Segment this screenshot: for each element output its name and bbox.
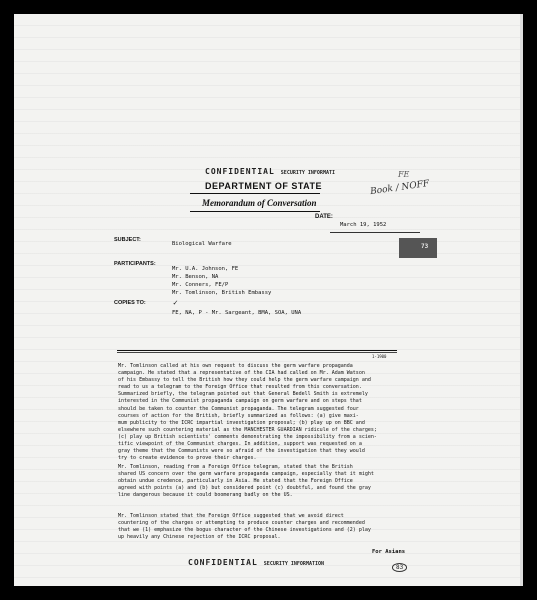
page-edge <box>520 14 523 586</box>
page-number: 83 <box>392 563 407 572</box>
body-paragraph: Mr. Tomlinson stated that the Foreign Office suggested that we avoid direct countering of the charges or attempting to produce counter charges and recommended that we (1) emphasize the bogus character of the Chinese investigations and (2) play up heavily any Chinese rejection of the ICRC proposal. <box>118 513 371 541</box>
page-marker: 1-1900 <box>372 354 387 359</box>
date-label: DATE: <box>315 214 333 220</box>
department-name: DEPARTMENT OF STATE <box>205 181 322 191</box>
copies-to-value: FE, NA, P - Mr. Sargeant, BMA, SOA, UNA <box>172 310 302 316</box>
date-value: March 19, 1952 <box>340 222 387 228</box>
classification-header: CONFIDENTIAL SECURITY INFORMATI <box>205 167 335 176</box>
classification-footer: CONFIDENTIAL SECURITY INFORMATION <box>188 558 325 567</box>
copies-to-label: COPIES TO: <box>114 300 146 306</box>
participant-item: Mr. Conners, FE/P <box>172 282 229 288</box>
check-mark: ✓ <box>173 298 178 307</box>
section-rule-double <box>117 352 397 353</box>
handwritten-note: Book / NOFF <box>369 178 430 198</box>
participant-item: Mr. Benson, NA <box>172 274 219 280</box>
handwritten-initials: FE <box>398 170 410 179</box>
subject-value: Biological Warfare <box>172 241 232 247</box>
date-underline <box>330 232 420 233</box>
participant-item: Mr. Tomlinson, British Embassy <box>172 290 272 296</box>
section-rule <box>117 350 397 351</box>
redaction-block <box>399 238 437 258</box>
participants-label: PARTICIPANTS: <box>114 261 156 267</box>
body-paragraph: Mr. Tomlinson, reading from a Foreign Office telegram, stated that the British shared US concern over the germ warfare propaganda campaign, especially that it might obtain undue credence, particularly in Asia. He stated that the Foreign Office agreed with points (a) and (b) but considered point (c) doubtful, and found the gray line dangerous because it could boomerang badly on the US. <box>118 464 374 499</box>
redaction-number: 73 <box>421 243 429 250</box>
document-page <box>14 14 523 586</box>
header-rule-lower <box>190 211 320 212</box>
body-paragraph: Mr. Tomlinson called at his own request to discuss the germ warfare propaganda campaign. He stated that a representative of the CIA had called on Mr. Adam Watson of his Embassy to tell the British how they could help the germ warfare campaign and read to us a telegram to the Foreign Office that resulted from this conversation. Summarized briefly, the telegram pointed out that General Bedell Smith is extremely interested in the Communist propaganda campaign on germ warfare and on steps that should be taken to counter the Communist propaganda. The telegram suggested four courses of action for the British, briefly summarized as follows: (a) give maxi- mum publicity to the ICRC impartial investigation proposal; (b) play up on BBC and elsewhere such countering material as the MANCHESTER GUARDIAN ridicule of the charges; (c) play up British scientists' comments demonstrating the impossibility from a scien- tific viewpoint of the Communist charges. In addition, support was requested on a gray theme that the Communists were so afraid of the investigation that they would try to create evidence to prove their charges. <box>118 363 377 462</box>
form-title: Memorandum of Conversation <box>202 198 317 208</box>
subject-label: SUBJECT: <box>114 237 141 243</box>
participant-item: Mr. U.A. Johnson, FE <box>172 266 239 272</box>
header-rule <box>190 193 320 194</box>
continuation-line: For Asians <box>372 549 406 555</box>
